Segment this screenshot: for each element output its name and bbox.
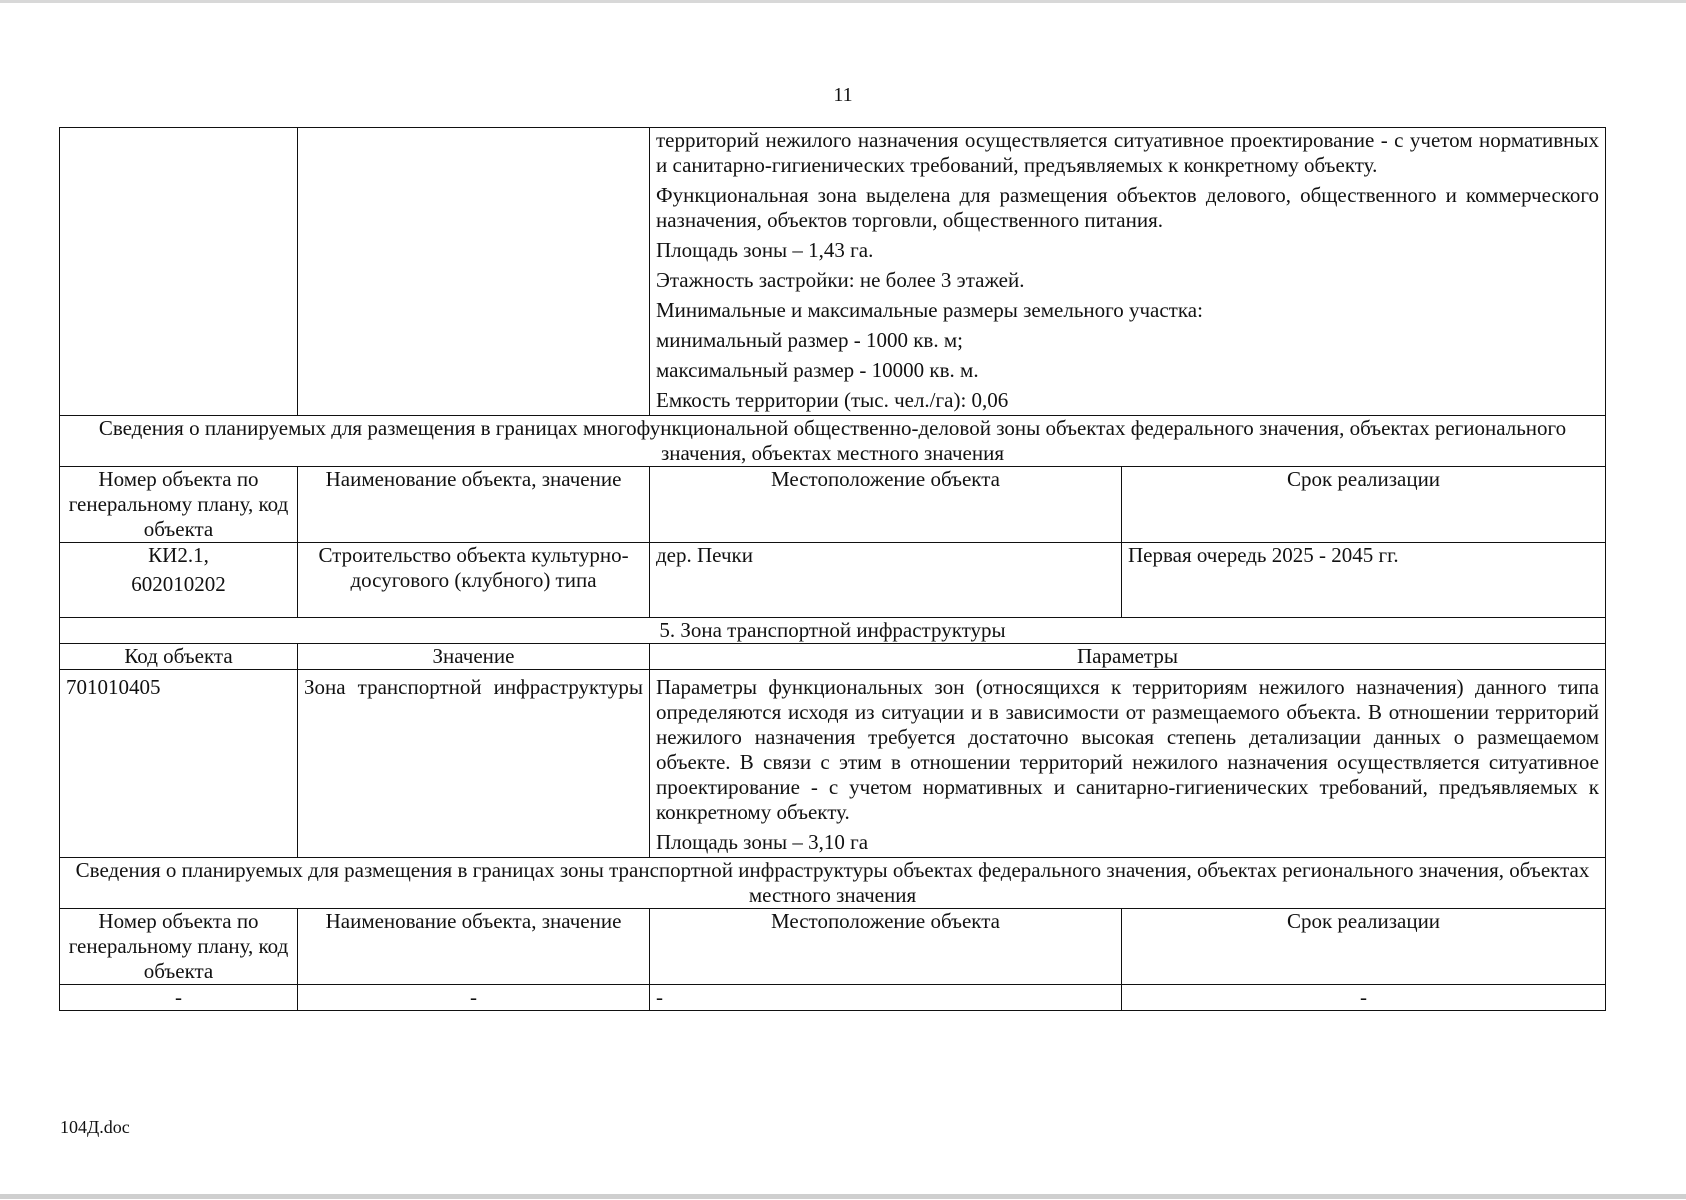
continuation-paragraph: Этажность застройки: не более 3 этажей.	[656, 268, 1025, 292]
zone5-value-cell	[298, 670, 650, 858]
continuation-value-cell	[298, 128, 650, 416]
header-object-term: Срок реализации	[1122, 467, 1606, 543]
object-term-cell: Первая очередь 2025 - 2045 гг.	[1122, 543, 1606, 618]
header-object-location: Местоположение объекта	[650, 909, 1122, 985]
header-zone-params: Параметры	[650, 644, 1606, 670]
continuation-paragraph: Функциональная зона выделена для размещения объектов делового, общественного и коммерческого назначения, объектов торговли, общественного питания.	[656, 183, 1599, 232]
document-table	[59, 127, 1606, 1011]
header-object-term: Срок реализации	[1122, 909, 1606, 985]
transport-number-cell: -	[60, 985, 298, 1011]
zone5-params-paragraph: Параметры функциональных зон (относящихся к территориям нежилого назначения) данного типа определяются исходя из ситуации и в зависимости от размещаемого объекта. В отношении территорий нежилого назначения требуется достаточно высокая степень детализации данных о размещаемом объекте. В связи с этим в отношении территорий нежилого назначения осуществляется ситуативное проектирование - с учетом нормативных и санитарно-гигиенических требований, предъявляемых к конкретному объекту.	[656, 675, 1599, 824]
zone5-title-row	[60, 618, 1606, 644]
header-object-name: Наименование объекта, значение	[298, 909, 650, 985]
header-zone-value: Значение	[298, 644, 650, 670]
zone5-code-cell: 701010405	[60, 670, 298, 858]
continuation-row	[60, 128, 1606, 416]
transport-location-cell: -	[650, 985, 1122, 1011]
continuation-params-cell	[650, 128, 1606, 416]
page-number: 11	[833, 84, 853, 106]
header-object-location: Местоположение объекта	[650, 467, 1122, 543]
continuation-paragraph: минимальный размер - 1000 кв. м;	[656, 328, 963, 352]
object-number-line1: КИ2.1,	[148, 543, 209, 567]
header-object-number: Номер объекта по генеральному плану, код объекта	[60, 909, 298, 985]
header-object-name: Наименование объекта, значение	[298, 467, 650, 543]
section-transport-heading: Сведения о планируемых для размещения в границах зоны транспортной инфраструктуры объектах федерального значения, объектах регионального значения, объектах местного значения	[60, 858, 1606, 909]
zone5-value-text: Зона транспортной инфраструктуры	[304, 675, 643, 699]
section-transport-heading-row	[60, 858, 1606, 909]
continuation-code-cell	[60, 128, 298, 416]
zone5-params-cell	[650, 670, 1606, 858]
section-transport-data-row	[60, 985, 1606, 1011]
section-public-header-row	[60, 467, 1606, 543]
zone5-params-paragraph: Площадь зоны – 3,10 га	[656, 830, 869, 854]
object-name-cell: Строительство объекта культурно-досугового (клубного) типа	[298, 543, 650, 618]
object-number-line2: 602010202	[131, 572, 226, 596]
transport-term-cell: -	[1122, 985, 1606, 1011]
header-object-number: Номер объекта по генеральному плану, код объекта	[60, 467, 298, 543]
transport-name-cell: -	[298, 985, 650, 1011]
zone5-header-row	[60, 644, 1606, 670]
zone5-data-row	[60, 670, 1606, 858]
object-number-cell	[60, 543, 298, 618]
document-filename: 104Д.doc	[60, 1117, 130, 1137]
section-public-heading: Сведения о планируемых для размещения в границах многофункциональной общественно-деловой зоны объектах федерального значения, объектах регионального значения, объектах местного значения	[60, 416, 1606, 467]
continuation-paragraph: Емкость территории (тыс. чел./га): 0,06	[656, 388, 1009, 412]
continuation-paragraph: Минимальные и максимальные размеры земельного участка:	[656, 298, 1203, 322]
scan-edge-top	[0, 0, 1686, 3]
section-public-heading-row	[60, 416, 1606, 467]
continuation-paragraph: Площадь зоны – 1,43 га.	[656, 238, 874, 262]
section-public-data-row	[60, 543, 1606, 618]
object-location-cell: дер. Печки	[650, 543, 1122, 618]
scan-edge-bottom	[0, 1194, 1686, 1199]
header-zone-code: Код объекта	[60, 644, 298, 670]
section-transport-header-row	[60, 909, 1606, 985]
continuation-paragraph: максимальный размер - 10000 кв. м.	[656, 358, 979, 382]
continuation-paragraph: территорий нежилого назначения осуществляется ситуативное проектирование - с учетом нормативных и санитарно-гигиенических требований, предъявляемых к конкретному объекту.	[656, 128, 1599, 177]
zone5-title: 5. Зона транспортной инфраструктуры	[60, 618, 1606, 644]
